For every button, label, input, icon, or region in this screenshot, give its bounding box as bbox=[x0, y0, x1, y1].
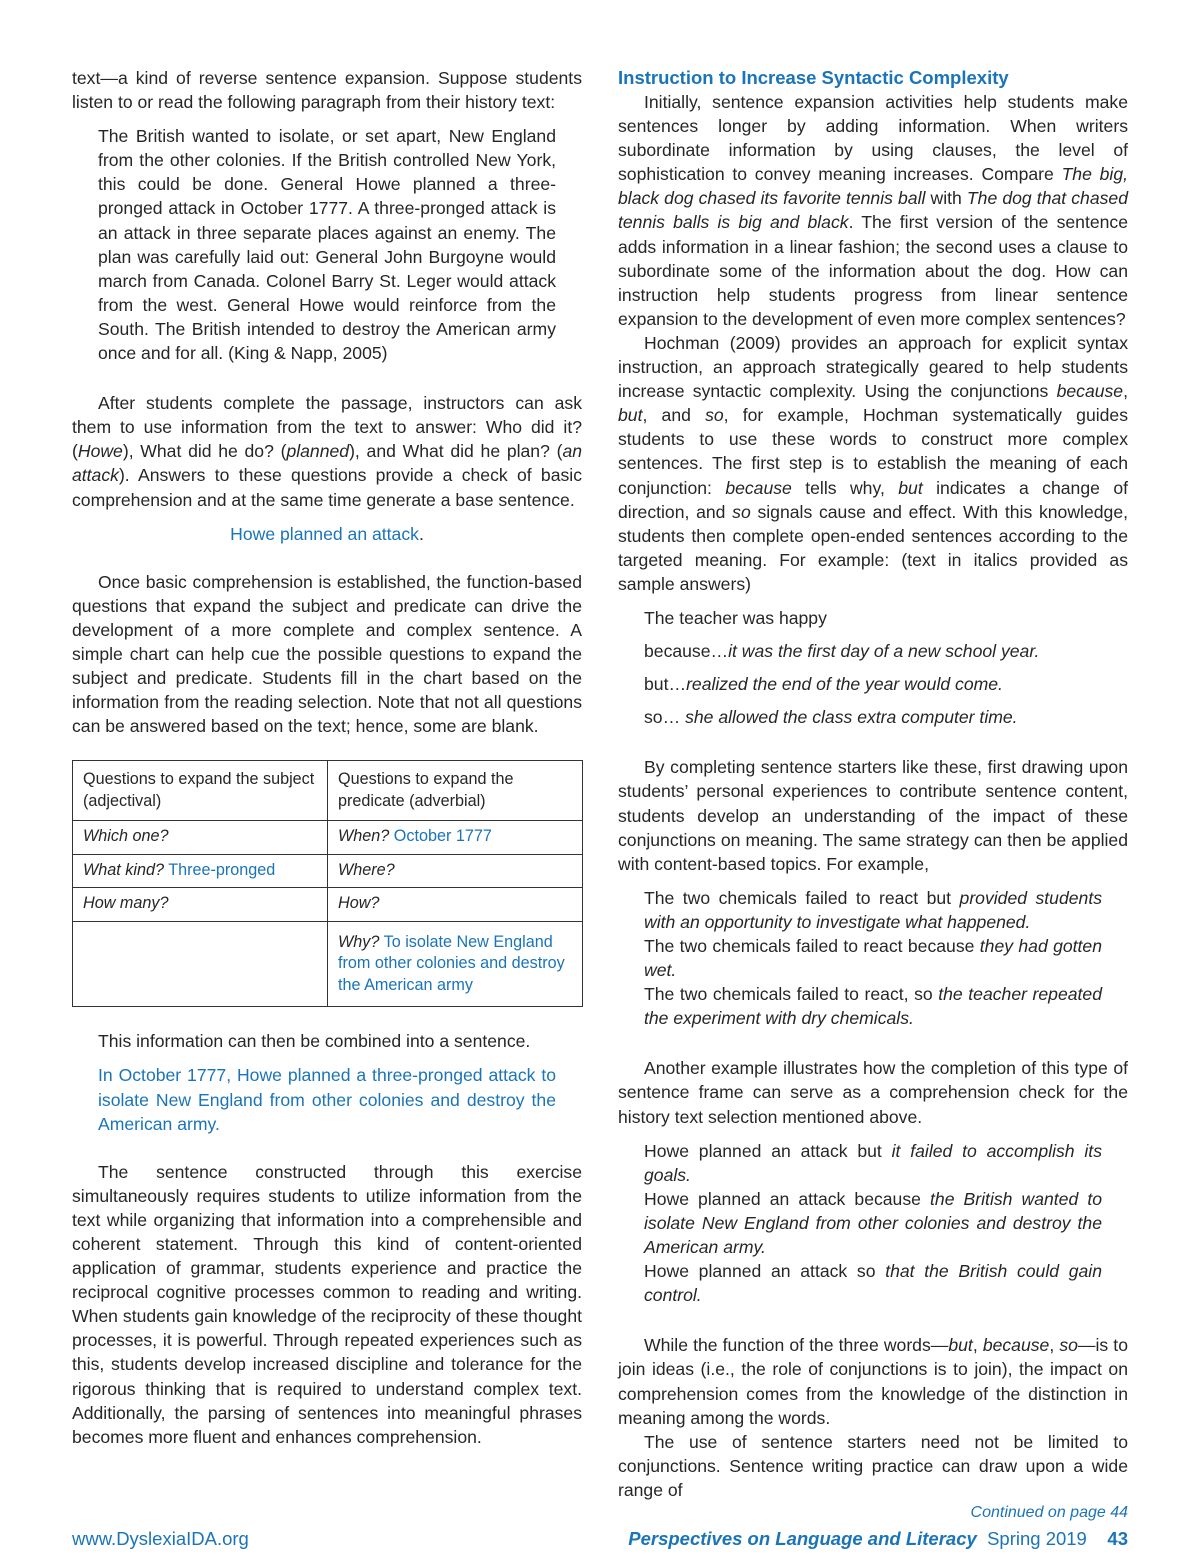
sentence-expansion-paragraph: Initially, sentence expansion activities help students make sentences longer by adding information. When writers subordinate information by using clauses, the level of sophistication to convey meaning increases. Compare The big, black dog chased its favorite tennis ball with The dog that chased tennis balls is big and black. The first version of the sentence adds information in a linear fashion; the second uses a clause to subordinate some of the information about the dog. How can instruction help students progress from linear sentence expansion to the development of even more complex sentences? bbox=[618, 92, 1129, 329]
howe-example: Howe planned an attack but it failed to accomplish its goals. bbox=[644, 1140, 1102, 1185]
table-cell: When? October 1777 bbox=[328, 821, 583, 855]
because-example: because…it was the first day of a new school year. bbox=[644, 641, 1040, 662]
teacher-examples bbox=[644, 606, 1102, 729]
combined-sentence: In October 1777, Howe planned a three-pronged attack to isolate New England from other colonies and destroy the American army. bbox=[98, 1065, 556, 1134]
table-row bbox=[73, 888, 583, 922]
page-number: 43 bbox=[1107, 1528, 1128, 1549]
table-row bbox=[73, 921, 583, 1007]
table-row bbox=[73, 821, 583, 855]
table-cell: How? bbox=[328, 888, 583, 922]
journal-title: Perspectives on Language and Literacy bbox=[628, 1528, 977, 1549]
table-header-row bbox=[73, 761, 583, 821]
table-cell bbox=[73, 921, 328, 1007]
base-sentence: Howe planned an attack. bbox=[230, 523, 424, 544]
sentence-starters-paragraph: By completing sentence starters like these, first drawing upon students’ personal experiences to contribute sentence content, students develop an understanding of the impact of these conjunctions on meaning. The same strategy can then be applied with content-based topics. For example, bbox=[618, 757, 1128, 874]
chemical-example: The two chemicals failed to react but provided students with an opportunity to investigate what happened. bbox=[644, 887, 1103, 932]
table-row bbox=[73, 854, 583, 888]
table-header-predicate: Questions to expand the predicate (adverbial) bbox=[328, 761, 583, 821]
another-example-paragraph: Another example illustrates how the completion of this type of sentence frame can serve as a comprehension check for the history text selection mentioned above. bbox=[618, 1058, 1128, 1127]
intro-paragraph: text—a kind of reverse sentence expansion. Suppose students listen to or read the following paragraph from their history text: bbox=[72, 68, 582, 113]
issue-label: Spring 2019 bbox=[987, 1528, 1087, 1549]
history-passage-quote: The British wanted to isolate, or set apart, New England from the other colonies. If the British controlled New York, this could be done. General Howe planned a three-pronged attack in October 1777. A three-pronged attack is an attack in three separate places against an enemy. The plan was carefully laid out: General John Burgoyne would march from Canada. Colonel Barry St. Leger would attack from the west. General Howe would reinforce from the South. The British intended to destroy the American army once and for all. (King & Napp, 2005) bbox=[98, 126, 556, 364]
table-cell: Where? bbox=[328, 854, 583, 888]
chemical-examples bbox=[644, 886, 1102, 1031]
table-cell: Which one? bbox=[73, 821, 328, 855]
after-passage-paragraph: After students complete the passage, instructors can ask them to use information from the text to answer: Who did it? (Howe), What did he do? (planned), and What did he plan? (an attack). Answers to these questions provide a check of basic comprehension and at the same time generate a base sentence. bbox=[72, 393, 583, 510]
howe-example: Howe planned an attack so that the British could gain control. bbox=[644, 1261, 1102, 1306]
function-questions-paragraph: Once basic comprehension is established, the function-based questions that expand the subject and predicate can drive the development of a more complete and complex sentence. A simple chart can help cue the possible questions to expand the subject and predicate. Students fill in the chart based on the information from the reading selection. Note that not all questions can be answered based on the text; hence, some are blank. bbox=[72, 571, 582, 737]
section-heading: Instruction to Increase Syntactic Complexity bbox=[618, 67, 1009, 88]
footer-publication bbox=[628, 1527, 1128, 1551]
right-column bbox=[618, 66, 1128, 1524]
table-header-subject: Questions to expand the subject (adjectival) bbox=[73, 761, 328, 821]
footer-url[interactable]: www.DyslexiaIDA.org bbox=[72, 1528, 249, 1549]
conjunction-function-paragraph: While the function of the three words—but, because, so—is to join ideas (i.e., the role of conjunctions is to join), the impact on comprehension comes from the knowledge of the distinction in meaning among the words. bbox=[618, 1335, 1128, 1428]
chemical-example: The two chemicals failed to react because they had gotten wet. bbox=[644, 936, 1102, 981]
howe-example: Howe planned an attack because the British wanted to isolate New England from other colonies and destroy the American army. bbox=[644, 1188, 1102, 1258]
table-cell: Why? To isolate New England from other colonies and destroy the American army bbox=[328, 921, 583, 1007]
chemical-example: The two chemicals failed to react, so the teacher repeated the experiment with dry chemicals. bbox=[644, 984, 1102, 1029]
combine-line: This information can then be combined into a sentence. bbox=[98, 1031, 531, 1052]
sentence-starters-limit-paragraph: The use of sentence starters need not be limited to conjunctions. Sentence writing practice can draw upon a wide range of bbox=[618, 1431, 1128, 1500]
but-example: but…realized the end of the year would come. bbox=[644, 674, 1003, 695]
left-column bbox=[72, 66, 582, 1449]
table-cell: How many? bbox=[73, 888, 328, 922]
expansion-questions-table bbox=[72, 760, 583, 1007]
teacher-stem: The teacher was happy bbox=[644, 607, 827, 628]
continued-link[interactable]: Continued on page 44 bbox=[970, 1503, 1128, 1521]
so-example: so… she allowed the class extra computer time. bbox=[644, 707, 1018, 728]
final-paragraph: The sentence constructed through this exercise simultaneously requires students to utilize information from the text while organizing that information into a comprehensible and coherent statement. Through this kind of content-oriented application of grammar, students experience and practice the reciprocal cognitive processes common to reading and writing. When students gain knowledge of the reciprocity of these thought processes, it is powerful. Through repeated experiences such as this, students develop increased discipline and tolerance for the rigorous thinking that is required to understand complex text. Additionally, the parsing of sentences into meaningful phrases becomes more fluent and enhances comprehension. bbox=[72, 1161, 582, 1447]
howe-examples bbox=[644, 1139, 1102, 1308]
table-cell: What kind? Three-pronged bbox=[73, 854, 328, 888]
hochman-paragraph: Hochman (2009) provides an approach for explicit syntax instruction, an approach strategically geared to help students increase syntactic complexity. Using the conjunctions because, but, and so, for example, Hochman systematically guides students to use these words to construct more complex sentences. The first step is to establish the meaning of each conjunction: because tells why, but indicates a change of direction, and so signals cause and effect. With this knowledge, students then complete open-ended sentences according to the targeted meaning. For example: (text in italics provided as sample answers) bbox=[618, 332, 1129, 594]
